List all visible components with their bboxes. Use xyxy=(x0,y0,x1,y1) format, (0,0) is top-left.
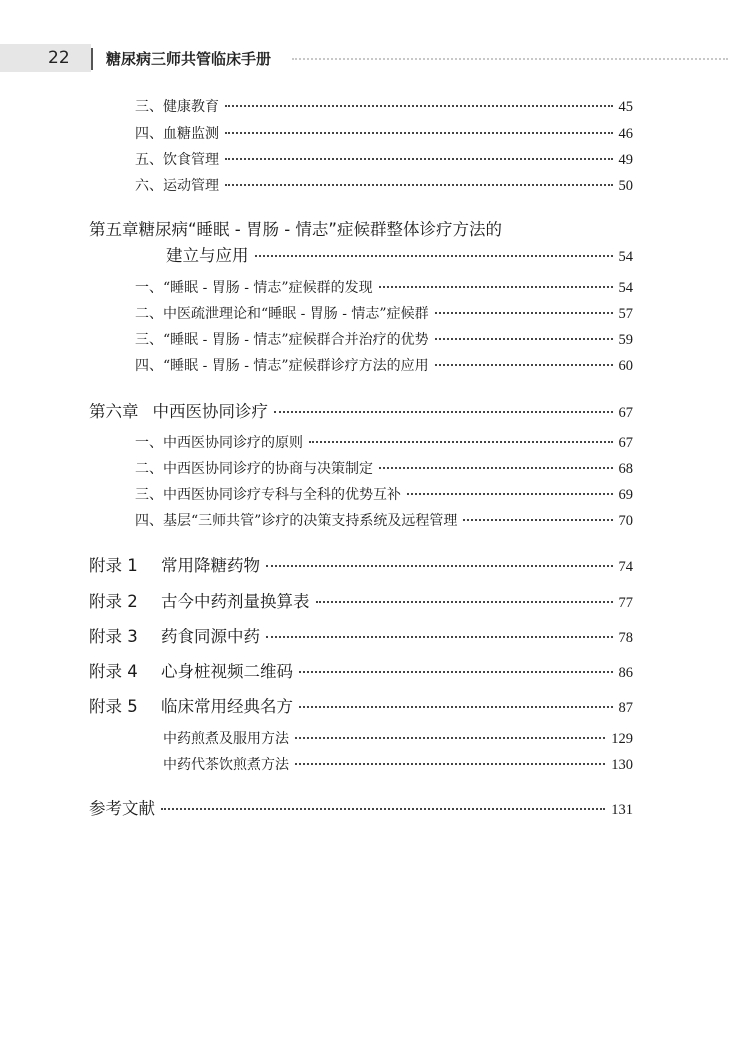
toc-entry-title: 三、中西医协同诊疗专科与全科的优势互补 xyxy=(135,487,401,503)
chapter-page: 54 xyxy=(618,249,633,265)
toc-entry-page: 59 xyxy=(618,332,633,348)
page-number: 22 xyxy=(48,48,70,68)
references-page: 131 xyxy=(611,802,633,818)
toc-entry-title: 三、健康教育 xyxy=(135,99,219,115)
appendix-entry[interactable] xyxy=(89,552,633,576)
chapter-label: 第六章 xyxy=(89,402,139,421)
toc-entry-page: 60 xyxy=(618,358,633,374)
leader-dots xyxy=(266,565,613,567)
leader-dots xyxy=(295,763,605,765)
toc-entry-title: 三、“睡眠 - 胃肠 - 情志”症候群合并治疗的优势 xyxy=(135,332,429,348)
toc-entry-title: 五、饮食管理 xyxy=(135,152,219,168)
toc-entry-page: 46 xyxy=(618,126,633,142)
toc-entry-title: 二、中西医协同诊疗的协商与决策制定 xyxy=(135,461,373,477)
toc-subentry[interactable] xyxy=(163,754,633,774)
chapter-label: 第五章 xyxy=(89,220,139,239)
toc-entry[interactable] xyxy=(135,277,633,297)
appendix-entry[interactable] xyxy=(89,623,633,647)
leader-dots xyxy=(295,737,605,739)
toc-entry[interactable] xyxy=(135,175,633,195)
leader-dots xyxy=(255,255,613,257)
leader-dots xyxy=(299,706,613,708)
toc-entry-page: 57 xyxy=(618,306,633,322)
toc-entry-page: 50 xyxy=(618,178,633,194)
toc-entry[interactable] xyxy=(135,149,633,169)
toc-entry-page: 54 xyxy=(618,280,633,296)
leader-dots xyxy=(435,364,613,366)
chapter-title: 糖尿病“睡眠 - 胃肠 - 情志”症候群整体诊疗方法的 xyxy=(138,220,502,239)
appendix-page: 86 xyxy=(618,665,633,681)
appendix-entry[interactable] xyxy=(89,588,633,612)
leader-dots xyxy=(225,184,613,186)
appendix-page: 78 xyxy=(618,630,633,646)
leader-dots xyxy=(266,636,613,638)
leader-dots xyxy=(274,411,613,413)
toc-subentry[interactable] xyxy=(163,728,633,748)
toc-entry-title: 四、“睡眠 - 胃肠 - 情志”症候群诊疗方法的应用 xyxy=(135,358,429,374)
toc-subentry-title: 中药代茶饮煎煮方法 xyxy=(163,757,289,773)
leader-dots xyxy=(463,519,612,521)
appendix-label: 附录 3 xyxy=(89,627,138,646)
toc-entry[interactable] xyxy=(135,510,633,530)
toc-entry[interactable] xyxy=(135,329,633,349)
toc-entry[interactable] xyxy=(135,484,633,504)
leader-dots xyxy=(435,312,613,314)
appendix-label: 附录 4 xyxy=(89,662,138,681)
appendix-label: 附录 5 xyxy=(89,697,138,716)
leader-dots xyxy=(316,601,613,603)
toc-entry-page: 49 xyxy=(618,152,633,168)
toc-entry-title: 二、中医疏泄理论和“睡眠 - 胃肠 - 情志”症候群 xyxy=(135,306,429,322)
toc-entry-title: 一、“睡眠 - 胃肠 - 情志”症候群的发现 xyxy=(135,280,373,296)
appendix-entry[interactable] xyxy=(89,658,633,682)
toc-entry[interactable] xyxy=(135,432,633,452)
chapter5-heading-cont[interactable] xyxy=(166,242,633,266)
appendix-title: 心身桩视频二维码 xyxy=(161,662,293,681)
appendix-page: 74 xyxy=(618,559,633,575)
references-entry[interactable] xyxy=(89,795,633,819)
toc-subentry-page: 129 xyxy=(611,731,633,747)
leader-dots xyxy=(309,441,613,443)
appendix-title: 古今中药剂量换算表 xyxy=(161,592,310,611)
leader-dots xyxy=(161,808,605,810)
leader-dots xyxy=(407,493,613,495)
toc-entry-title: 六、运动管理 xyxy=(135,178,219,194)
header-dotted-rule xyxy=(292,58,728,60)
toc-subentry-title: 中药煎煮及服用方法 xyxy=(163,731,289,747)
leader-dots xyxy=(379,286,613,288)
toc-subentry-page: 130 xyxy=(611,757,633,773)
chapter-title-cont: 建立与应用 xyxy=(166,246,249,265)
appendix-label: 附录 1 xyxy=(89,556,138,575)
leader-dots xyxy=(379,467,613,469)
header-divider xyxy=(91,48,93,70)
toc-entry[interactable] xyxy=(135,355,633,375)
leader-dots xyxy=(225,105,613,107)
toc-entry-page: 68 xyxy=(618,461,633,477)
appendix-page: 77 xyxy=(618,595,633,611)
appendix-label: 附录 2 xyxy=(89,592,138,611)
toc-entry[interactable] xyxy=(135,123,633,143)
leader-dots xyxy=(225,158,613,160)
appendix-title: 常用降糖药物 xyxy=(161,556,260,575)
header-page-band xyxy=(0,44,91,72)
chapter5-heading[interactable] xyxy=(89,216,502,240)
leader-dots xyxy=(299,671,613,673)
toc-entry-page: 70 xyxy=(618,513,633,529)
toc-entry-page: 69 xyxy=(618,487,633,503)
toc-entry[interactable] xyxy=(135,458,633,478)
appendix-title: 药食同源中药 xyxy=(161,627,260,646)
toc-entry-title: 四、基层“三师共管”诊疗的决策支持系统及远程管理 xyxy=(135,513,458,529)
appendix-entry[interactable] xyxy=(89,693,633,717)
toc-entry-page: 67 xyxy=(618,435,633,451)
toc-entry-title: 一、中西医协同诊疗的原则 xyxy=(135,435,303,451)
leader-dots xyxy=(225,132,613,134)
toc-entry-title: 四、血糖监测 xyxy=(135,126,219,142)
appendix-page: 87 xyxy=(618,700,633,716)
chapter-page: 67 xyxy=(618,405,633,421)
toc-entry[interactable] xyxy=(135,303,633,323)
chapter6-heading[interactable] xyxy=(89,398,633,422)
leader-dots xyxy=(435,338,613,340)
references-title: 参考文献 xyxy=(89,799,155,818)
appendix-title: 临床常用经典名方 xyxy=(161,697,293,716)
toc-entry[interactable] xyxy=(135,96,633,116)
toc-entry-page: 45 xyxy=(618,99,633,115)
book-title: 糖尿病三师共管临床手册 xyxy=(106,50,272,68)
chapter-title: 中西医协同诊疗 xyxy=(152,402,268,421)
